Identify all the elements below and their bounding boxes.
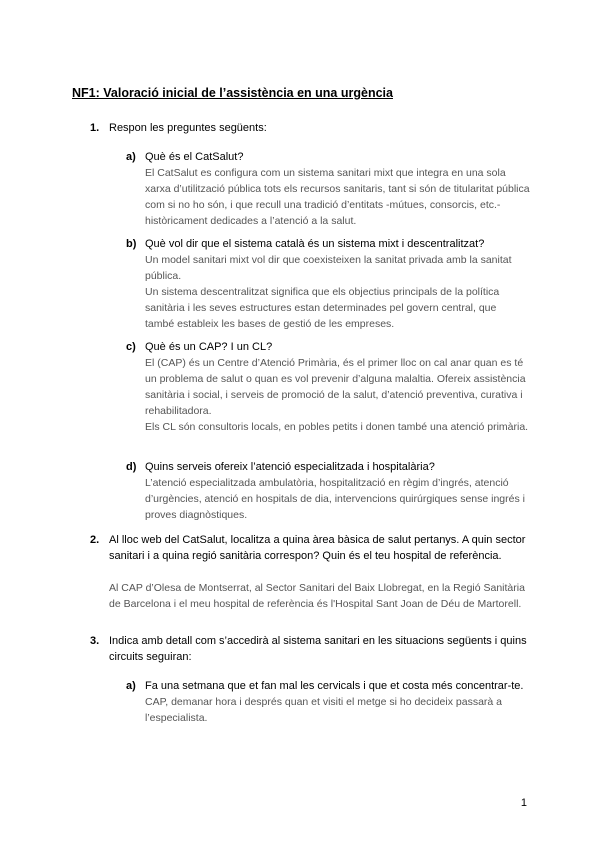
question-3a-text: Fa una setmana que et fan mal les cervicals i que et costa més concentrar-te. [145, 680, 524, 692]
answer-1a-paragraph: El CatSalut es configura com un sistema sanitari mixt que integra en una sola xarxa d’utilització pública tots els recursos sanitaris, tant si són de titularitat pública com si no ho són, i que recull una tradició d’entitats -mútues, consorcis, etc.- històricament dedicades a l’atenció a la salut. [145, 167, 530, 227]
question-1c-letter: c) [126, 341, 136, 353]
answer-1c-paragraph-2: Els CL són consultoris locals, en pobles petits i donen també una atenció primària. [145, 421, 529, 433]
question-1b-letter: b) [126, 238, 137, 250]
answer-3a-paragraph: CAP, demanar hora i després quan et visiti el metge si ho decideix passarà a l’especialista. [145, 696, 503, 724]
question-1-text: Respon les preguntes següents: [109, 122, 267, 134]
answer-1d [145, 475, 525, 523]
answer-1d-paragraph: L’atenció especialitzada ambulatòria, hospitalització en règim d’ingrés, atenció d’urgències, atenció en hospitals de dia, intervencions quirúrgiques sense ingrés i proves diagnòstiques. [145, 477, 525, 521]
question-1b-text: Què vol dir que el sistema català és un sistema mixt i descentralitzat? [145, 238, 485, 250]
answer-2: Al CAP d’Olesa de Montserrat, al Sector Sanitari del Baix Llobregat, en la Regió Sanitària de Barcelona i el meu hospital de referència és l'Hospital Sant Joan de Déu de Martorell. [109, 582, 525, 610]
answer-1a [145, 165, 531, 229]
answer-1b-paragraph-2: Un sistema descentralitzat significa que els objectius principals de la política sanitària i les seves estructures estan determinades pel govern central, que també estableix les bases de gestió de les empreses. [145, 286, 500, 330]
question-1a-letter: a) [126, 151, 136, 163]
question-3-text: Indica amb detall com s’accedirà al sistema sanitari en les situacions següents i quins circuits seguiran: [109, 635, 527, 663]
answer-1c-paragraph-1: El (CAP) és un Centre d’Atenció Primària, és el primer lloc on cal anar quan es té un problema de salut o quan es vol prevenir d’alguna malaltia. Ofereix assistència sanitària i social, i serveis de promoció de la salut, d’atenció preventiva, curativa i rehabilitadora. [145, 357, 526, 417]
answer-1b-paragraph-1: Un model sanitari mixt vol dir que coexisteixen la sanitat privada amb la sanitat pública. [145, 254, 512, 282]
question-1d-letter: d) [126, 461, 137, 473]
answer-1c [145, 355, 531, 435]
question-1a-text: Què és el CatSalut? [145, 151, 244, 163]
question-2-text: Al lloc web del CatSalut, localitza a quina àrea bàsica de salut pertanys. A quin sector sanitari i a quina regió sanitària correspon? Quin és el teu hospital de referència. [109, 534, 526, 562]
question-1-number: 1. [90, 122, 100, 134]
question-1c-text: Què és un CAP? I un CL? [145, 341, 273, 353]
question-3a-letter: a) [126, 680, 136, 692]
answer-3a [145, 694, 531, 726]
page-number: 1 [520, 797, 527, 809]
question-2-number: 2. [90, 534, 100, 546]
question-1d-text: Quins serveis ofereix l’atenció especialitzada i hospitalària? [145, 461, 435, 473]
question-3-number: 3. [90, 635, 100, 647]
answer-1b [145, 252, 525, 332]
page-title: NF1: Valoració inicial de l’assistència en una urgència [72, 86, 393, 100]
